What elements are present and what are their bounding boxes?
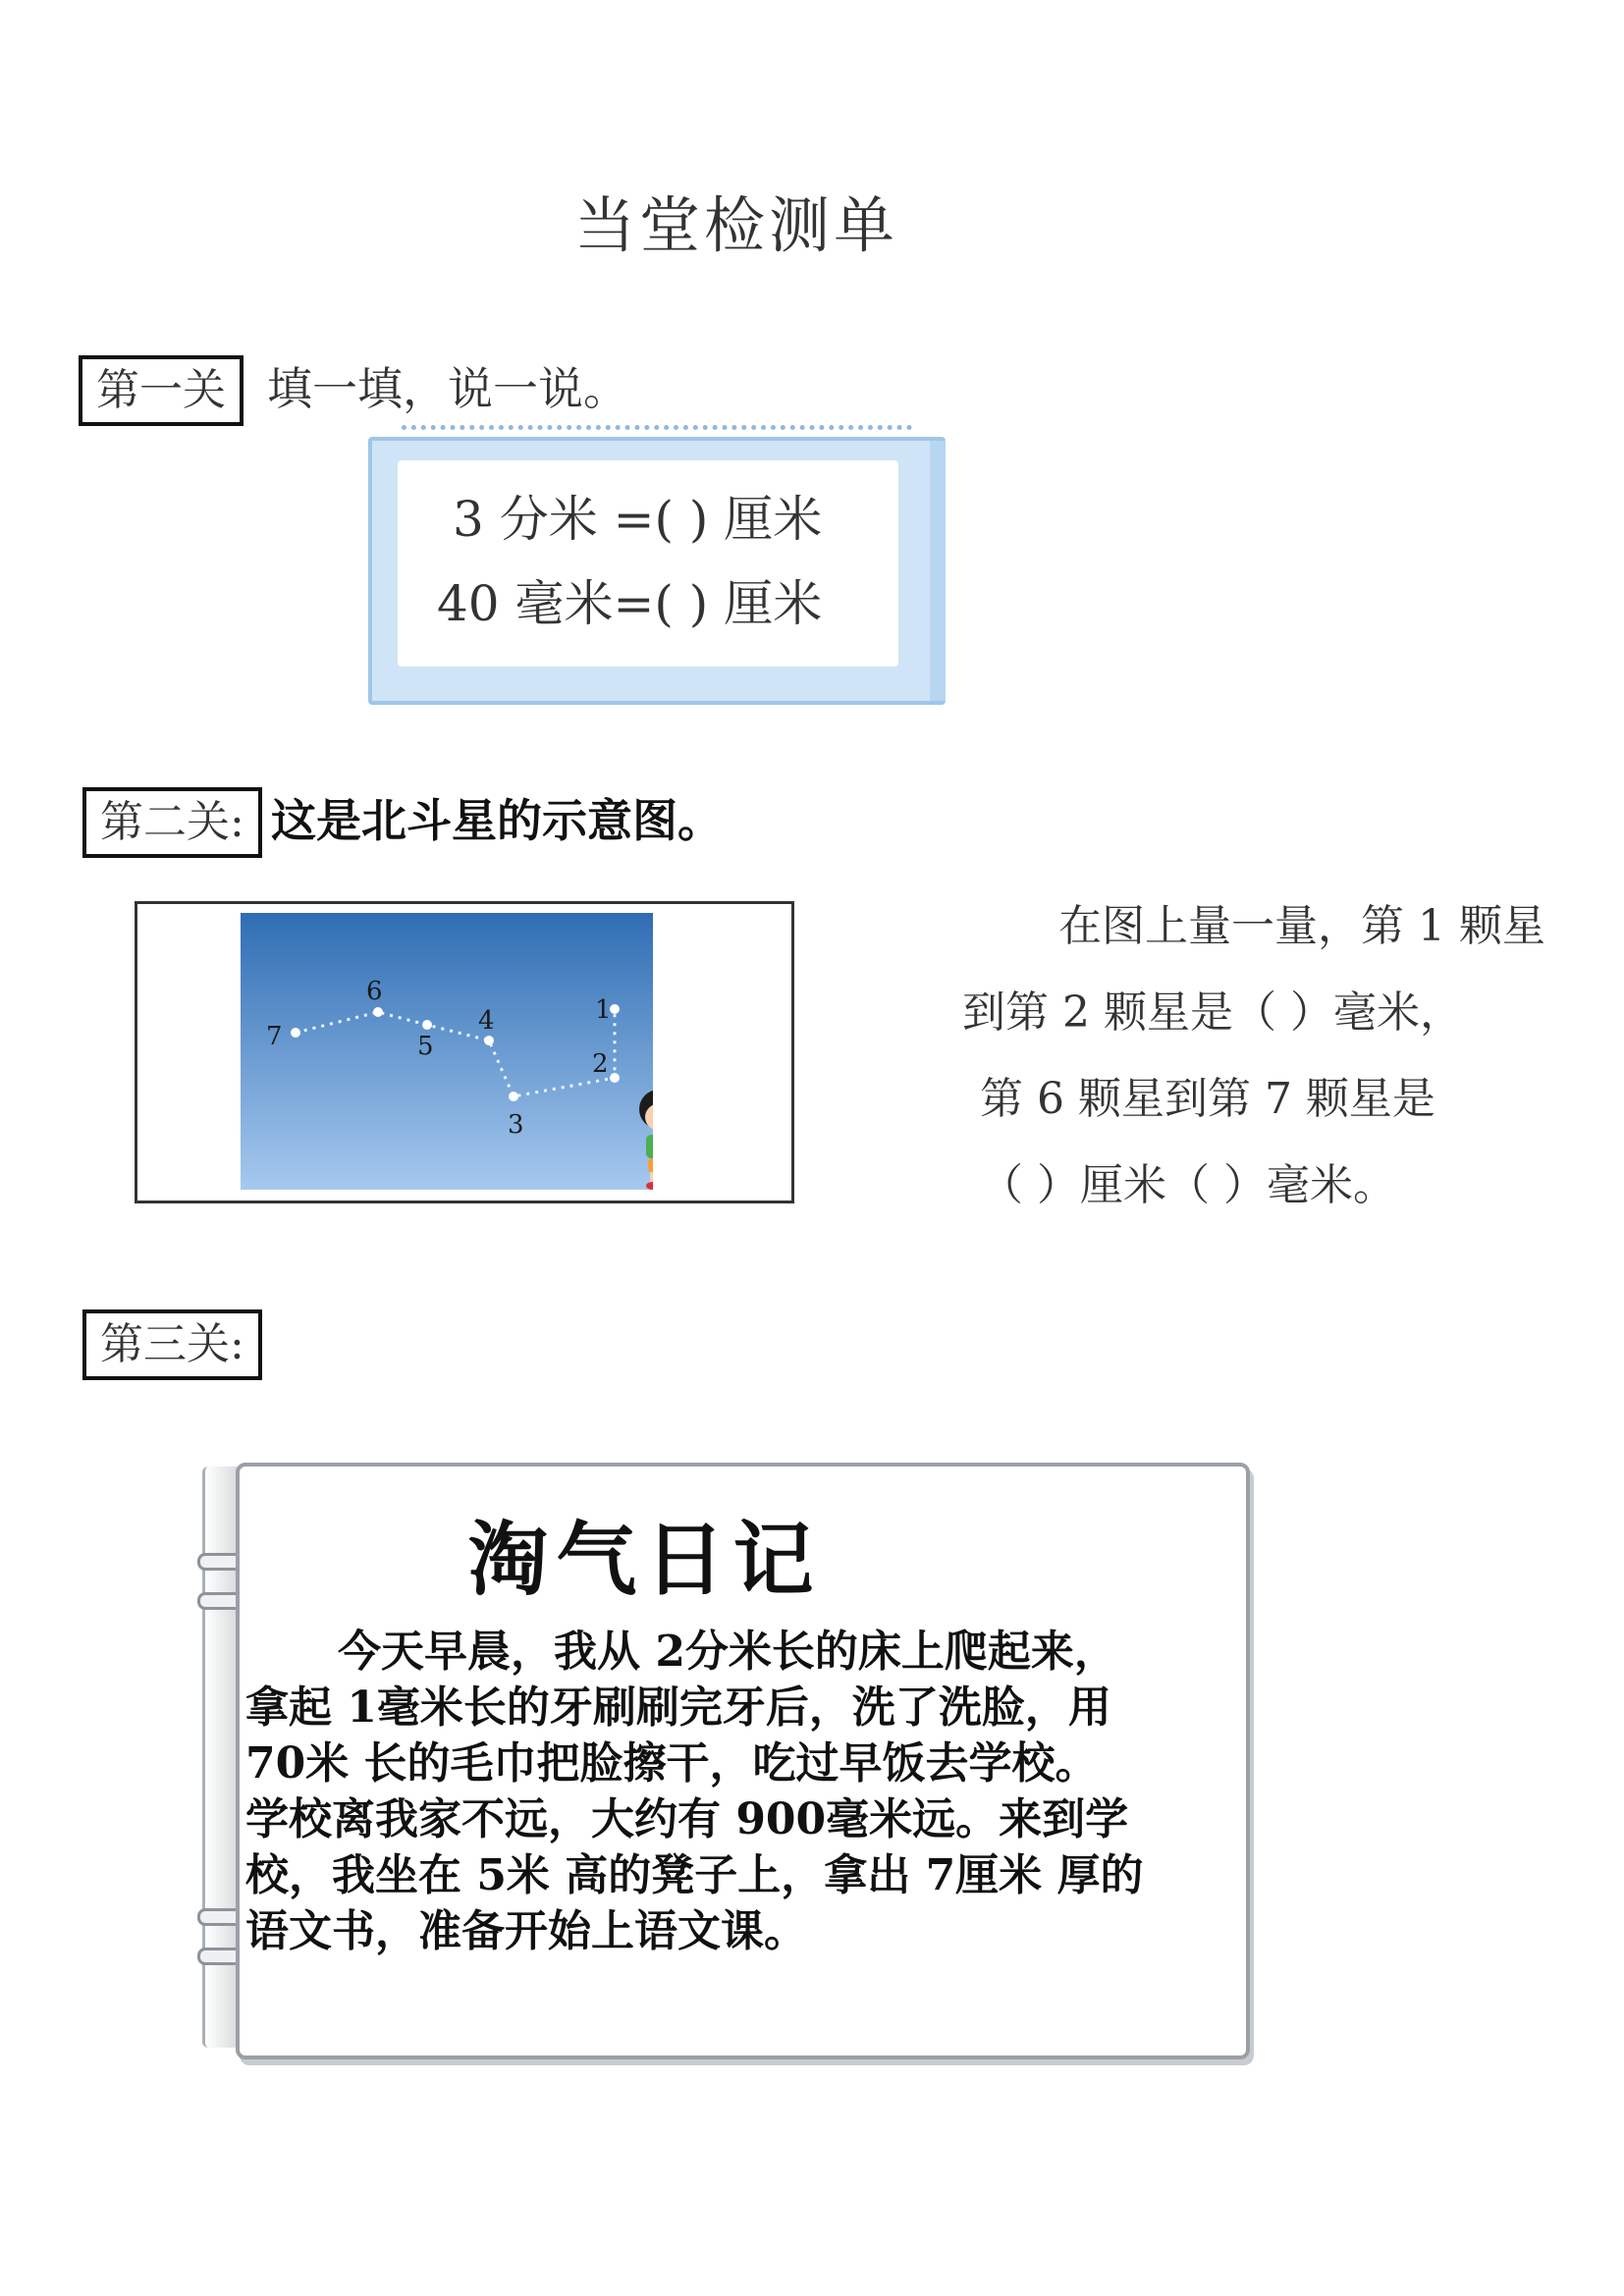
level2-question [962,883,1561,1229]
star-label-3: 3 [508,1110,524,1140]
star-5 [422,1020,432,1030]
diary-line: 学校离我家不远，大约有 900毫米远。来到学 [245,1794,1129,1844]
card-edge [930,441,946,701]
question-line-3: 第 6 颗星到第 7 颗星是 [980,1074,1435,1124]
question-line-4: （ ）厘米（ ）毫米。 [980,1160,1396,1210]
star-6 [373,1007,383,1017]
question-line-1: 在图上量一量，第 1 颗星 [1058,901,1545,951]
diary-line: 语文书，准备开始上语文课。 [245,1906,807,1956]
star-label-6: 6 [366,977,383,1006]
diary-title: 淘气日记 [467,1514,822,1607]
diary-line: 今天早晨，我从 2分米长的床上爬起来， [338,1627,1117,1677]
level3-label: 第三关: [82,1309,262,1380]
star-label-4: 4 [478,1006,495,1036]
star-label-7: 7 [266,1022,283,1051]
sky-background [241,913,653,1190]
big-dipper-diagram [241,913,653,1190]
star-2 [610,1073,620,1083]
conversion-card [368,437,946,705]
star-4 [484,1036,494,1045]
card-content [398,460,898,667]
level1-label: 第一关 [79,355,244,426]
diary-text [245,1624,1227,1959]
equation-2: 40 毫米=( ) 厘米 [437,575,823,632]
diary-line: 校，我坐在 5米 高的凳子上，拿出 7厘米 厚的 [245,1850,1144,1900]
big-dipper-figure [135,901,794,1203]
level2-label: 第二关: [82,787,262,858]
level2-instruction: 这是北斗星的示意图。 [271,794,723,847]
star-7 [291,1028,300,1038]
star-label-5: 5 [417,1032,434,1061]
page-title: 当堂检测单 [573,189,898,261]
star-label-2: 2 [592,1049,609,1079]
star-label-1: 1 [595,995,612,1025]
star-3 [509,1092,518,1101]
equation-1: 3 分米 =( ) 厘米 [453,491,823,548]
question-line-2: 到第 2 颗星是（ ）毫米， [962,988,1463,1038]
card-dotted-top [402,425,912,442]
notebook-spine [202,1467,239,2048]
diary-card [236,1463,1250,2059]
diary-line: 70米 长的毛巾把脸擦干，吃过早饭去学校。 [245,1738,1099,1789]
diary-line: 拿起 1毫米长的牙刷刷完牙后，洗了洗脸，用 [245,1682,1111,1733]
level1-instruction: 填一填，说一说。 [267,362,628,415]
